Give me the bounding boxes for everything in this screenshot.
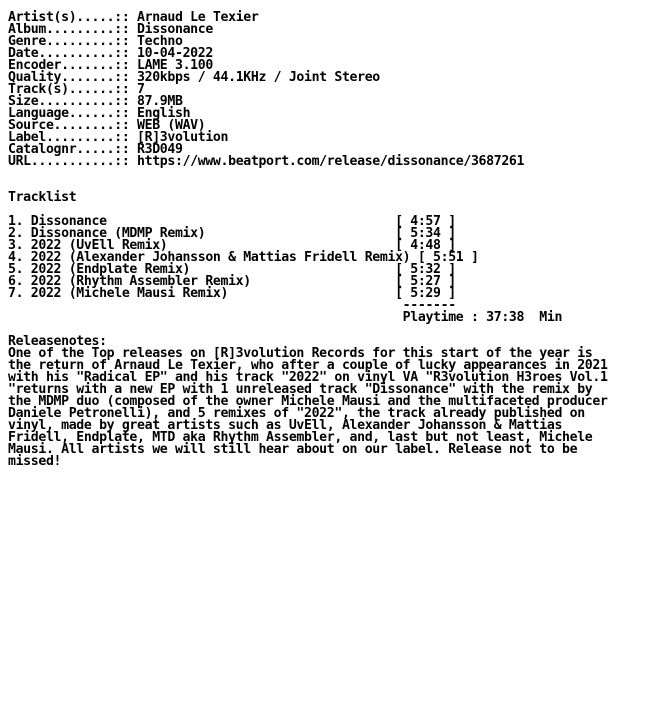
info-key: Source........:: [8, 118, 130, 133]
playtime-indent [8, 310, 403, 325]
spacer [8, 168, 644, 180]
track-row: 1. Dissonance [ 4:57 ] [8, 214, 456, 229]
info-value: English [137, 106, 191, 121]
releasenotes-line: Daniele Petronelli), and 5 remixes of "2022", the track already published on [8, 406, 585, 421]
playtime-row [8, 312, 644, 324]
info-value: 7 [137, 82, 145, 97]
info-value: https://www.beatport.com/release/dissonance/3687261 [137, 154, 525, 169]
spacer [8, 180, 644, 192]
releasenotes-line: with his "Radical EP" and his track "2022" on vinyl VA "R3volution H3roes Vol.1 [8, 370, 608, 385]
info-value: Dissonance [137, 22, 213, 37]
releasenotes-line: vinyl, made by great artists such as UvEll, Alexander Johansson & Mattias [8, 418, 563, 433]
info-key: URL...........:: [8, 154, 130, 169]
info-value: Techno [137, 34, 183, 49]
track-row: 5. 2022 (Endplate Remix) [ 5:32 ] [8, 262, 456, 277]
releasenotes-heading: Releasenotes: [8, 334, 107, 349]
info-key: Album.........:: [8, 22, 130, 37]
info-key: Track(s)......:: [8, 82, 130, 97]
info-value: R3D049 [137, 142, 183, 157]
track-row: 7. 2022 (Michele Mausi Remix) [ 5:29 ] [8, 286, 456, 301]
separator: ------- [402, 298, 456, 313]
info-value: 87.9MB [137, 94, 183, 109]
info-value: WEB (WAV) [137, 118, 206, 133]
track-row: 2. Dissonance (MDMP Remix) [ 5:34 ] [8, 226, 456, 241]
releasenotes-line: Mausi. All artists we will still hear about on our label. Release not to be [8, 442, 578, 457]
releasenotes-line: "returns with a new EP with 1 unreleased track "Dissonance" with the remix by [8, 382, 593, 397]
info-value: LAME 3.100 [137, 58, 213, 73]
info-block [8, 12, 644, 168]
info-value: 10-04-2022 [137, 46, 213, 61]
playtime: Playtime : 37:38 Min [402, 310, 563, 325]
info-key: Quality.......:: [8, 70, 130, 85]
track-row: 4. 2022 (Alexander Johansson & Mattias Fridell Remix) [ 5:51 ] [8, 250, 479, 265]
releasenotes-line: Fridell, Endplate, MTD aka Rhythm Assembler, and, last but not least, Michele [8, 430, 593, 445]
info-row-url [8, 156, 644, 168]
track-row: 6. 2022 (Rhythm Assembler Remix) [ 5:27 ] [8, 274, 456, 289]
releasenotes-line: One of the Top releases on [R]3volution Records for this start of the year is [8, 346, 593, 361]
info-key: Artist(s).....:: [8, 10, 130, 25]
info-key: Genre.........:: [8, 34, 130, 49]
releasenotes-line: missed! [8, 454, 62, 469]
releasenotes-body [8, 348, 644, 468]
info-value: Arnaud Le Texier [137, 10, 259, 25]
info-key: Label.........:: [8, 130, 130, 145]
releasenotes-line: the return of Arnaud Le Texier, who after a couple of lucky appearances in 2021 [8, 358, 608, 373]
info-value: 320kbps / 44.1KHz / Joint Stereo [137, 70, 380, 85]
releasenotes-line: the MDMP duo (composed of the owner Michele Mausi and the multifaceted producer [8, 394, 608, 409]
info-key: Language......:: [8, 106, 130, 121]
info-key: Catalognr.....:: [8, 142, 130, 157]
info-key: Date..........:: [8, 46, 130, 61]
nfo-document [8, 12, 644, 468]
info-value: [R]3volution [137, 130, 229, 145]
track-row: 3. 2022 (UvEll Remix) [ 4:48 ] [8, 238, 456, 253]
tracklist-heading: Tracklist [8, 190, 77, 205]
info-key: Size..........:: [8, 94, 130, 109]
tracklist [8, 216, 644, 300]
info-key: Encoder.......:: [8, 58, 130, 73]
